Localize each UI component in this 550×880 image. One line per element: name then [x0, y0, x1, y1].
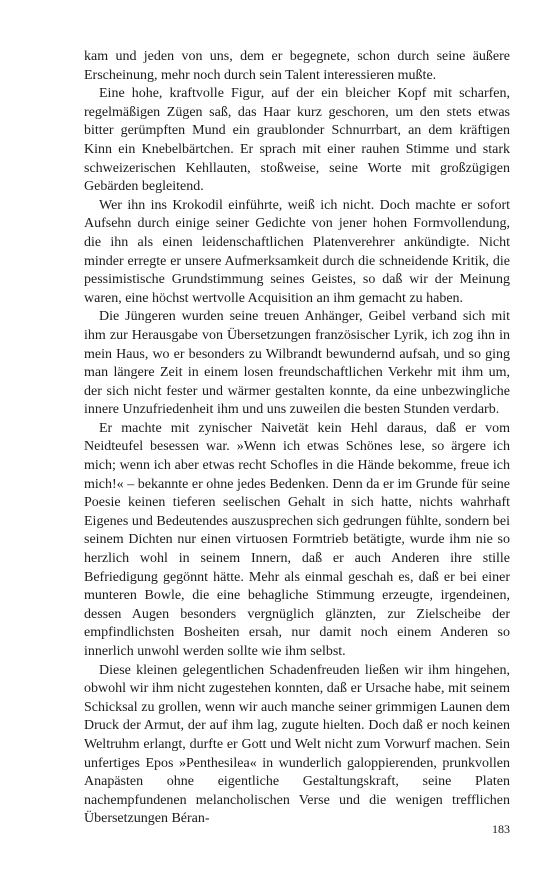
paragraph-1: kam und jeden von uns, dem er begegnete, schon durch seine äußere Erscheinung, mehr noch durch sein Talent interessieren mußte. — [84, 49, 510, 83]
page-number: 183 — [492, 822, 510, 836]
paragraph-2: Eine hohe, kraftvolle Figur, auf der ein bleicher Kopf mit scharfen, regelmäßigen Zügen saß, das Haar kurz geschoren, um den stets etwas bitter gerümpften Mund ein graublonder Schnurrbart, an dem kräftigen Kinn ein Knebelbärtchen. Er sprach mit einer rauhen Stimme und stark schweizerischen Kehllauten, stoßweise, seine Worte mit großzügigen Gebärden begleitend. — [84, 86, 510, 195]
paragraph-3: Wer ihn ins Krokodil einführte, weiß ich nicht. Doch machte er sofort Aufsehn durch einige seiner Gedichte von jener hohen Formvollendung, die ihn als einen leidenschaftlichen Platenverehrer ankündigte. Nicht minder erregte er unsere Aufmerksamkeit durch die schneidende Kritik, die pessimistische Grundstimmung seines Geistes, so daß wir der Meinung waren, eine höchst wertvolle Acquisition an ihm gemacht zu haben. — [84, 197, 510, 306]
paragraph-6: Diese kleinen gelegentlichen Schadenfreuden ließen wir ihm hingehen, obwohl wir ihm nicht zugestehen konnten, daß er Ursache habe, mit seinem Schicksal zu grollen, wenn wir auch manche seiner grimmigen Launen dem Druck der Armut, der auf ihm lag, zugute hielten. Doch daß er noch keinen Weltruhm erlangt, durfte er Gott und Welt nicht zum Vorwurf machen. Sein unfertiges Epos »Penthesilea« in wunderlich galoppierenden, prunkvollen Anapästen ohne eigentliche Gestaltungskraft, seine Platen nachempfundenen melancholischen Verse und die wenigen trefflichen Übersetzungen Béran- — [84, 662, 510, 827]
paragraph-4: Die Jüngeren wurden seine treuen Anhänger, Geibel verband sich mit ihm zur Herausgabe von Übersetzungen französischer Lyrik, ich zog ihn in mein Haus, wo er besonders zu Wilbrandt bewundernd aufsah, und so ging man längere Zeit in einem losen freundschaftlichen Verkehr mit ihm um, der sich nicht fester und wärmer gestalten konnte, da eine unbezwingliche innere Unzufriedenheit ihm und uns zuweilen die besten Stunden verdarb. — [84, 309, 510, 418]
paragraph-5: Er machte mit zynischer Naivetät kein Hehl daraus, daß er vom Neidteufel besessen war. »Wenn ich etwas Schönes lese, so ärgere ich mich; wenn ich aber etwas recht Schofles in die Hände bekomme, freue ich mich!« – bekannte er ohne jedes Bedenken. Denn da er im Grunde für seine Poesie keinen tieferen seelischen Gehalt in sich hatte, nichts wahrhaft Eigenes und Bedeutendes auszusprechen sich gedrungen fühlte, sondern bei seinem Dichten nur einen virtuosen Formtrieb betätigte, wurde ihm nie so herzlich wohl in seinem Innern, daß er auch Anderen ihre stille Befriedigung gegönnt hätte. Mehr als einmal geschah es, daß er bei einer munteren Bowle, die eine behagliche Stimmung erzeugte, irgendeinen, dessen Augen besonders vergnüglich glänzten, zur Zielscheibe der empfindlichsten Bosheiten ersah, nur damit noch einem Anderen so innerlich unwohl werden sollte wie ihm selbst. — [84, 420, 510, 659]
body-text — [84, 48, 510, 829]
